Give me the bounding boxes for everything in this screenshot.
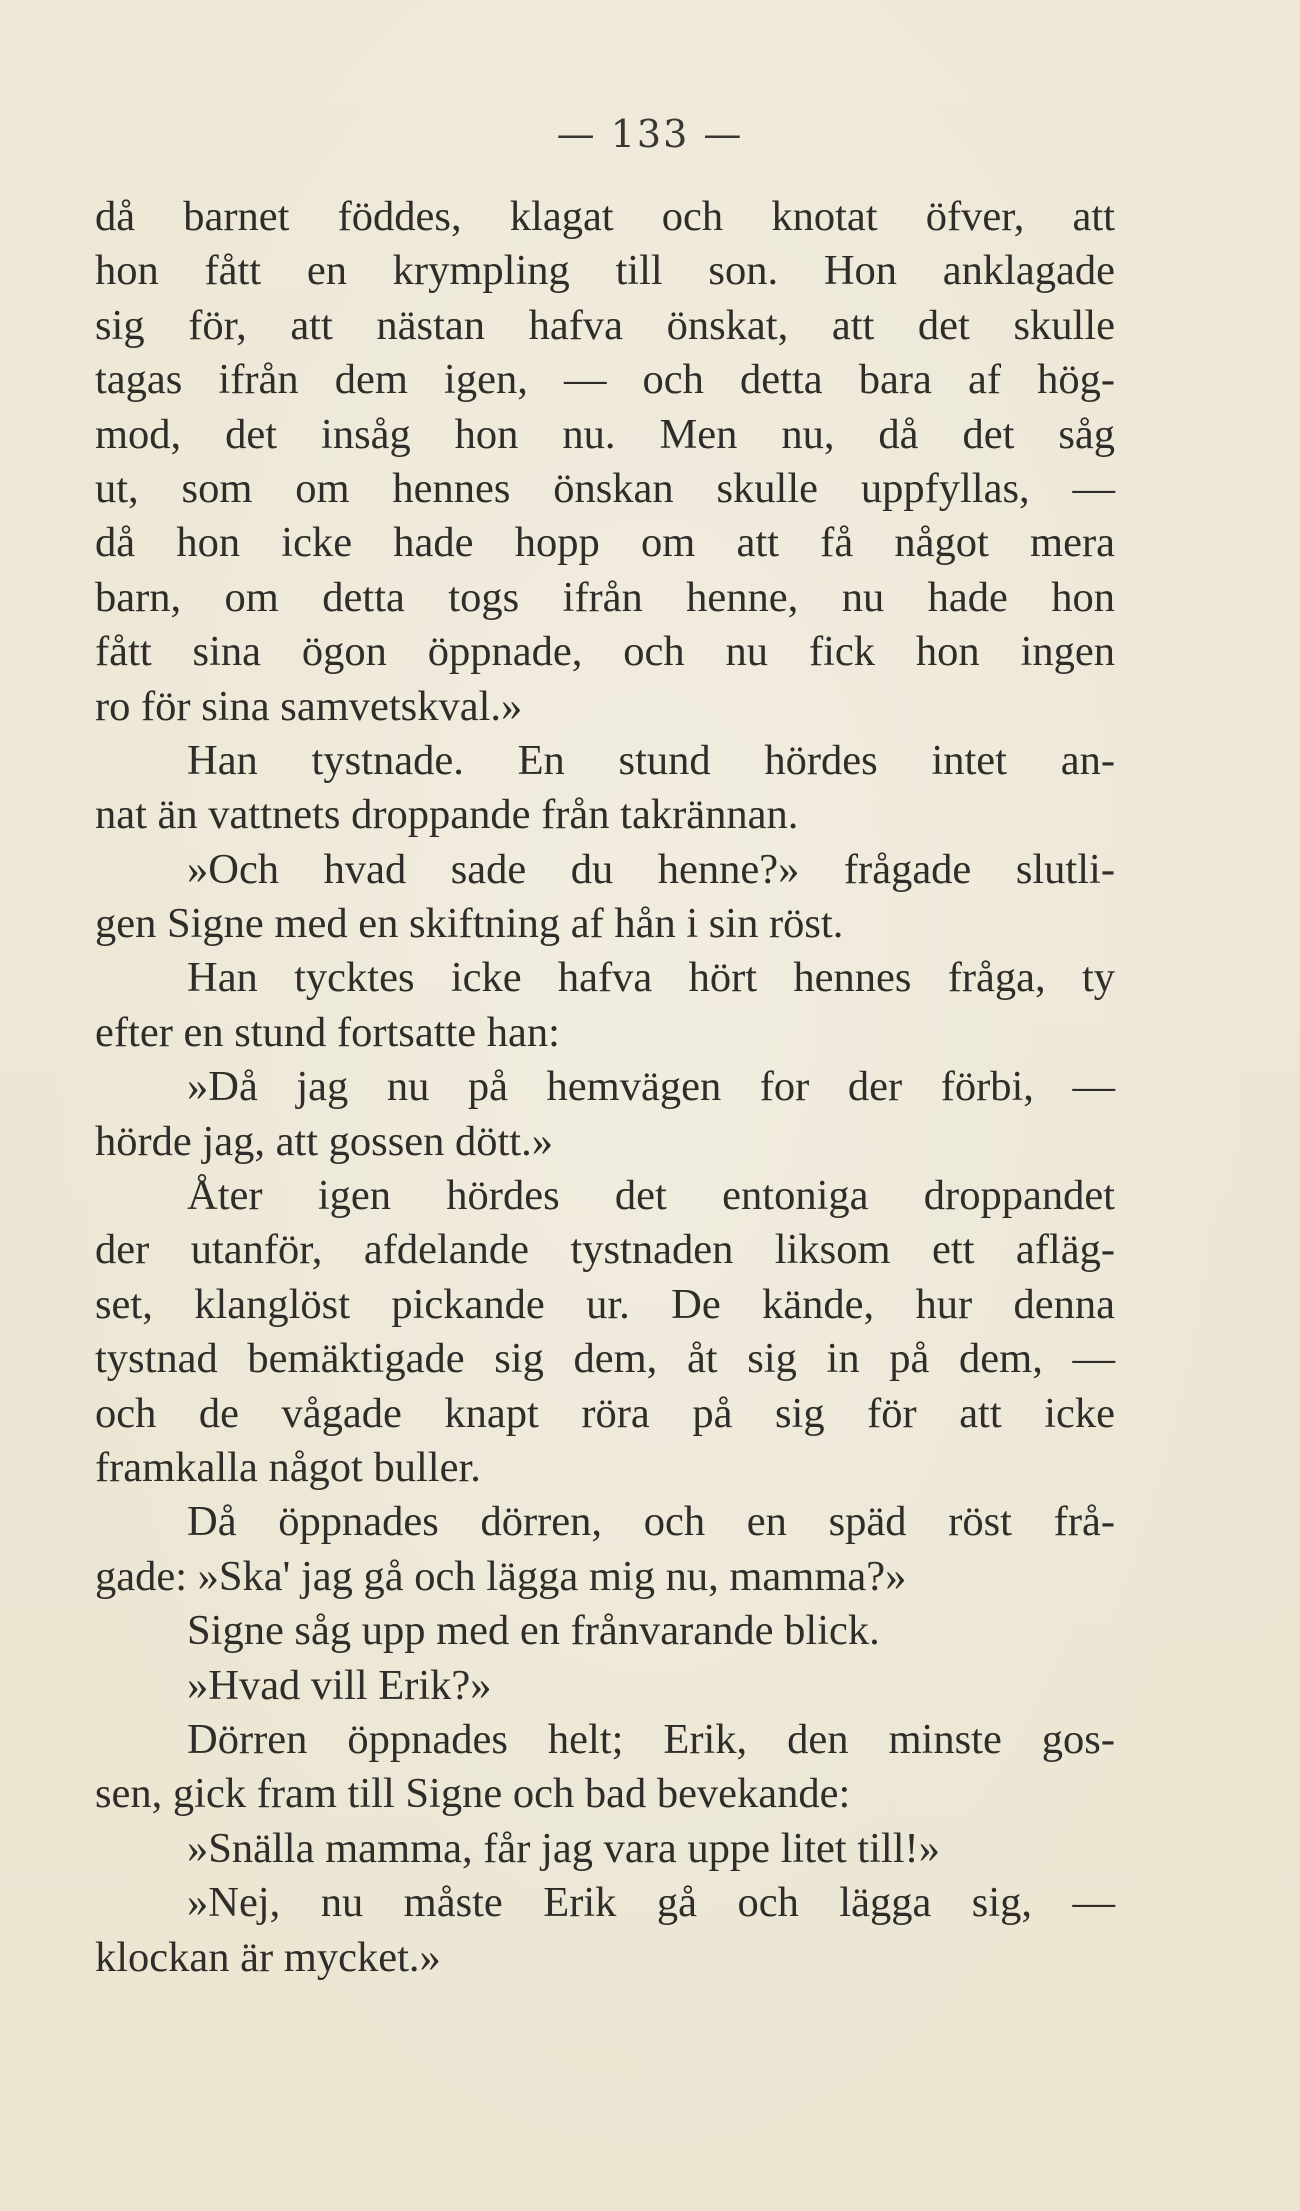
text-line: tagas ifrån dem igen, — och detta bara af hög- bbox=[95, 356, 1115, 404]
text-line: mod, det insåg hon nu. Men nu, då det såg bbox=[95, 410, 1115, 458]
text-line: framkalla något buller. bbox=[95, 1443, 481, 1491]
text-line: Han tystnade. En stund hördes intet an- bbox=[187, 736, 1115, 784]
text-line: »Och hvad sade du henne?» frågade slutli- bbox=[187, 845, 1115, 893]
text-line: då hon icke hade hopp om att få något mera bbox=[95, 519, 1115, 567]
text-line: Åter igen hördes det entoniga droppandet bbox=[187, 1172, 1115, 1220]
text-line: set, klanglöst pickande ur. De kände, hur denna bbox=[95, 1280, 1115, 1328]
text-line: tystnad bemäktigade sig dem, åt sig in på dem, — bbox=[95, 1335, 1115, 1383]
text-line: klockan är mycket.» bbox=[95, 1933, 441, 1981]
text-line: då barnet föddes, klagat och knotat öfver, att bbox=[95, 193, 1115, 240]
text-line: der utanför, afdelande tystnaden liksom ett afläg- bbox=[95, 1226, 1115, 1274]
text-line: efter en stund fortsatte han: bbox=[95, 1008, 560, 1056]
text-line: gade: »Ska' jag gå och lägga mig nu, mamma?» bbox=[95, 1552, 907, 1600]
text-line: gen Signe med en skiftning af hån i sin röst. bbox=[95, 900, 844, 948]
text-line: och de vågade knapt röra på sig för att icke bbox=[95, 1389, 1115, 1437]
text-line: Signe såg upp med en frånvarande blick. bbox=[187, 1607, 880, 1655]
text-line: barn, om detta togs ifrån henne, nu hade hon bbox=[95, 573, 1115, 621]
text-line: Då öppnades dörren, och en späd röst frå- bbox=[187, 1498, 1115, 1546]
text-line: fått sina ögon öppnade, och nu fick hon ingen bbox=[95, 628, 1115, 676]
text-line: sen, gick fram till Signe och bad bevekande: bbox=[95, 1770, 851, 1818]
text-line: ro för sina samvetskval.» bbox=[95, 682, 523, 730]
text-line: Dörren öppnades helt; Erik, den minste gos- bbox=[187, 1715, 1115, 1763]
text-line: »Snälla mamma, får jag vara uppe litet till!» bbox=[187, 1824, 940, 1872]
text-line: »Då jag nu på hemvägen for der förbi, — bbox=[187, 1063, 1115, 1111]
text-line: »Nej, nu måste Erik gå och lägga sig, — bbox=[187, 1879, 1115, 1927]
text-line: hörde jag, att gossen dött.» bbox=[95, 1117, 553, 1165]
text-line: Han tycktes icke hafva hört hennes fråga, ty bbox=[187, 954, 1115, 1002]
text-line: hon fått en krympling till son. Hon anklagade bbox=[95, 247, 1115, 295]
text-line: sig för, att nästan hafva önskat, att det skulle bbox=[95, 301, 1115, 349]
page-number: — 133 — bbox=[556, 112, 744, 156]
body-text bbox=[95, 190, 1115, 1985]
text-line: ut, som om hennes önskan skulle uppfyllas, — bbox=[95, 464, 1115, 512]
text-line: »Hvad vill Erik?» bbox=[187, 1661, 492, 1709]
text-line: nat än vattnets droppande från takrännan. bbox=[95, 791, 799, 839]
